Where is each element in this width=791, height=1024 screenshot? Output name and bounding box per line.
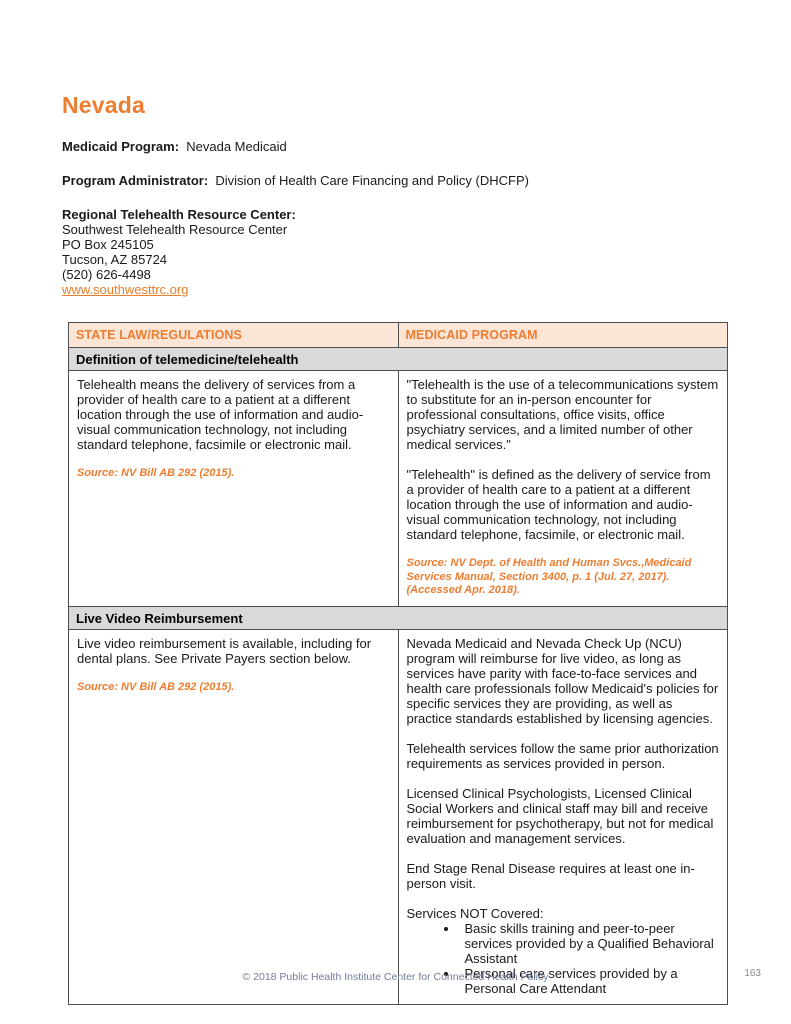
section-row-definition bbox=[69, 348, 728, 371]
definition-medicaid-source: Source: NV Dept. of Health and Human Svcs.,Medicaid Services Manual, Section 3400, p. 1 (Jul. 27, 2017). (Accessed Apr. 2018). bbox=[406, 557, 692, 596]
list-item: • Personal care services provided by a Personal Care Attendant bbox=[459, 966, 720, 996]
definition-medicaid-cell bbox=[398, 371, 728, 607]
definition-state-law-cell bbox=[69, 371, 399, 607]
resource-center-link[interactable]: www.southwesttrc.org bbox=[62, 282, 189, 297]
column-header-medicaid-program: MEDICAID PROGRAM bbox=[398, 323, 728, 348]
table-row bbox=[69, 371, 728, 607]
section-heading-definition: Definition of telemedicine/telehealth bbox=[69, 348, 728, 371]
section-row-live-video bbox=[69, 606, 728, 629]
table-header-row bbox=[69, 323, 728, 348]
medicaid-program-label: Medicaid Program: bbox=[62, 139, 180, 154]
column-header-state-law: STATE LAW/REGULATIONS bbox=[69, 323, 399, 348]
live-video-medicaid-text-3: Licensed Clinical Psychologists, Licensed Clinical Social Workers and clinical staff may bill and receive reimbursement for psychotherapy, but not for medical evaluation and management services. bbox=[406, 785, 714, 846]
resource-center-name: Southwest Telehealth Resource Center bbox=[62, 222, 288, 237]
definition-state-law-source: Source: NV Bill AB 292 (2015). bbox=[77, 467, 235, 479]
page-number: 163 bbox=[744, 968, 761, 979]
live-video-medicaid-text-2: Telehealth services follow the same prior authorization requirements as services provided in person. bbox=[406, 740, 719, 771]
live-video-medicaid-text-4: End Stage Renal Disease requires at least one in-person visit. bbox=[406, 860, 695, 891]
resource-center-city: Tucson, AZ 85724 bbox=[62, 252, 168, 267]
live-video-medicaid-cell bbox=[398, 629, 728, 1004]
definition-medicaid-text-2: "Telehealth" is defined as the delivery of service from a provider of health care to a patient at a different location through the use of information and audio-visual communication technology, not including standard telephone, facsimile, or electronic mail. bbox=[406, 467, 711, 542]
services-not-covered-list bbox=[407, 921, 720, 996]
services-not-covered-intro: Services NOT Covered: bbox=[406, 905, 544, 921]
resource-center-pobox: PO Box 245105 bbox=[62, 237, 154, 252]
section-heading-live-video: Live Video Reimbursement bbox=[69, 606, 728, 629]
definition-medicaid-text-1: "Telehealth is the use of a telecommunications system to substitute for an in-person encounter for professional consultations, office visits, office psychiatry services, and a limited number of other medical services." bbox=[406, 377, 719, 452]
medicaid-program-value: Nevada Medicaid bbox=[186, 139, 287, 154]
program-administrator-label: Program Administrator: bbox=[62, 173, 209, 188]
page-title: Nevada bbox=[62, 92, 146, 118]
header-info bbox=[62, 139, 529, 297]
definition-state-law-text: Telehealth means the delivery of services from a provider of health care to a patient at a different location through the use of information and audio-visual communication technology, not including standard telephone, facsimile or electronic mail. bbox=[77, 377, 364, 452]
resource-center-phone: (520) 626-4498 bbox=[62, 267, 151, 282]
medicaid-program-line bbox=[62, 139, 529, 154]
live-video-state-law-text: Live video reimbursement is available, including for dental plans. See Private Payers section below. bbox=[77, 635, 372, 666]
program-administrator-line bbox=[62, 173, 529, 188]
resource-center-block bbox=[62, 207, 529, 297]
program-administrator-value: Division of Health Care Financing and Policy (DHCFP) bbox=[215, 173, 529, 188]
list-item: • Basic skills training and peer-to-peer services provided by a Qualified Behavioral Assistant bbox=[459, 921, 720, 966]
policy-table bbox=[68, 322, 728, 1005]
live-video-state-law-cell bbox=[69, 629, 399, 1004]
live-video-medicaid-text-1: Nevada Medicaid and Nevada Check Up (NCU) program will reimburse for live video, as long as services have parity with face-to-face services and health care professionals follow Medicaid's policies for specific services they are providing, as well as practice standards established by licensing agencies. bbox=[406, 635, 719, 726]
resource-center-label: Regional Telehealth Resource Center: bbox=[62, 207, 296, 222]
live-video-state-law-source: Source: NV Bill AB 292 (2015). bbox=[77, 680, 235, 693]
footer-copyright: © 2018 Public Health Institute Center for Connected Health Policy bbox=[242, 971, 549, 983]
table-row bbox=[69, 629, 728, 1004]
